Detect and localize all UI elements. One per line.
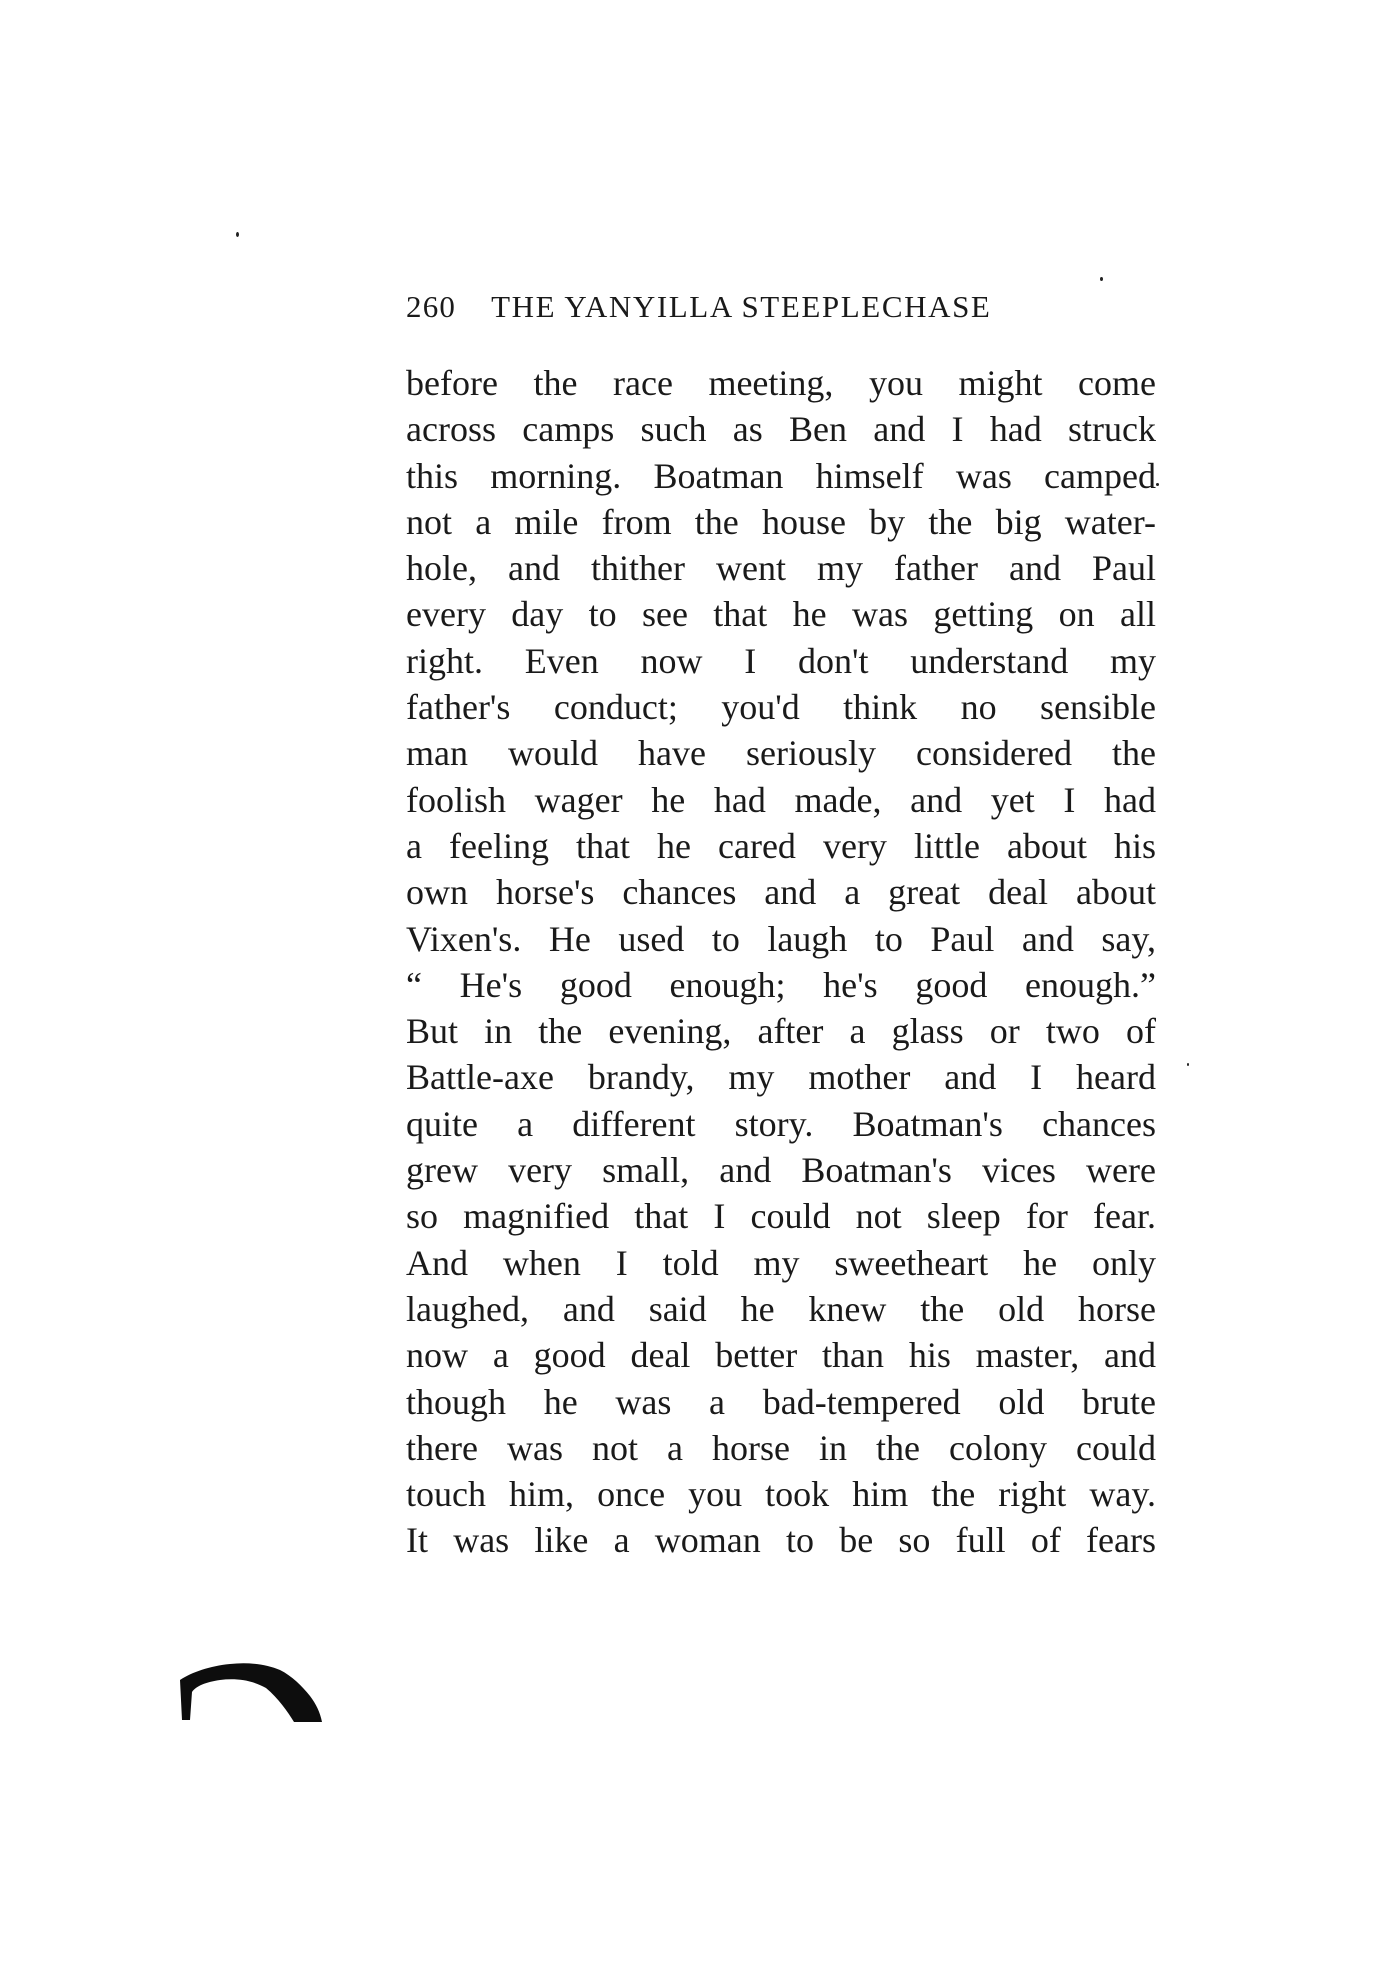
text-line: right. Even now I don't understand my xyxy=(406,640,1156,681)
text-line: Vixen's. He used to laugh to Paul and say, xyxy=(406,918,1156,959)
text-line: though he was a bad-tempered old brute xyxy=(406,1381,1156,1422)
ink-speck xyxy=(236,232,239,237)
body-text xyxy=(406,360,1156,1564)
page-number: 260 xyxy=(406,289,457,324)
text-line: not a mile from the house by the big water- xyxy=(406,501,1156,542)
text-line: touch him, once you took him the right way. xyxy=(406,1474,1156,1515)
ink-speck xyxy=(1187,1063,1189,1066)
text-line: every day to see that he was getting on all xyxy=(406,594,1156,635)
ink-speck xyxy=(1156,483,1159,486)
running-header xyxy=(406,284,1166,330)
text-line: quite a different story. Boatman's chances xyxy=(406,1103,1156,1144)
text-line: across camps such as Ben and I had struck xyxy=(406,409,1156,450)
text-line: hole, and thither went my father and Paul xyxy=(406,548,1156,589)
ink-speck xyxy=(1100,277,1103,281)
running-title: THE YANYILLA STEEPLECHASE xyxy=(491,289,992,324)
text-line: father's conduct; you'd think no sensible xyxy=(406,687,1156,728)
text-line: this morning. Boatman himself was camped xyxy=(406,455,1156,496)
text-line: own horse's chances and a great deal about xyxy=(406,872,1156,913)
text-line: And when I told my sweetheart he only xyxy=(406,1242,1156,1283)
text-line: “ He's good enough; he's good enough.” xyxy=(406,964,1156,1005)
text-line: so magnified that I could not sleep for fear. xyxy=(406,1196,1156,1237)
text-line: a feeling that he cared very little about his xyxy=(406,825,1156,866)
text-line: foolish wager he had made, and yet I had xyxy=(406,779,1156,820)
text-line: laughed, and said he knew the old horse xyxy=(406,1288,1156,1329)
text-line: before the race meeting, you might come xyxy=(406,363,1156,403)
text-line: But in the evening, after a glass or two of xyxy=(406,1011,1156,1052)
text-line: now a good deal better than his master, and xyxy=(406,1335,1156,1376)
text-line: man would have seriously considered the xyxy=(406,733,1156,774)
text-line: It was like a woman to be so full of fears xyxy=(406,1520,1156,1561)
text-line: there was not a horse in the colony could xyxy=(406,1427,1156,1468)
text-line: grew very small, and Boatman's vices were xyxy=(406,1150,1156,1191)
text-line: Battle-axe brandy, my mother and I heard xyxy=(406,1057,1156,1098)
scan-smudge xyxy=(178,1658,324,1724)
